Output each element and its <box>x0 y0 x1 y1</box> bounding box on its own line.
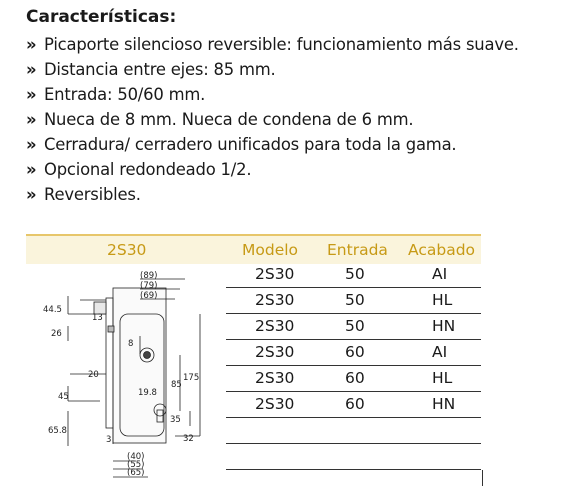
table-row-empty <box>226 444 481 470</box>
bullet-icon: » <box>26 35 37 54</box>
feature-item: » Opcional redondeado 1/2. <box>26 157 556 182</box>
bullet-icon: » <box>26 135 37 154</box>
features-title: Características: <box>26 7 177 27</box>
table-row: 2S30 60 HN <box>226 392 481 418</box>
dim-175: 175 <box>183 373 200 383</box>
bullet-icon: » <box>26 185 37 204</box>
dim-65-8: 65.8 <box>48 426 67 436</box>
features-section <box>26 6 556 207</box>
dim-89: (89) <box>140 271 158 281</box>
dim-65: (65) <box>127 468 145 478</box>
feature-item: » Nueca de 8 mm. Nueca de condena de 6 mm. <box>26 107 556 132</box>
dim-44-5: 44.5 <box>43 305 62 315</box>
feature-item: » Reversibles. <box>26 182 556 207</box>
table-row-empty <box>226 418 481 444</box>
product-label: 2S30 <box>107 241 147 259</box>
feature-item: » Cerradura/ cerradero unificados para toda la gama. <box>26 132 556 157</box>
dim-69: (69) <box>140 291 158 301</box>
table-end-tick <box>482 470 483 486</box>
dim-85: 85 <box>171 380 182 390</box>
table-row: 2S30 50 HL <box>226 288 481 314</box>
dim-32: 32 <box>183 434 194 444</box>
feature-item: » Distancia entre ejes: 85 mm. <box>26 57 556 82</box>
table-row: 2S30 60 HL <box>226 366 481 392</box>
table-row: 2S30 50 AI <box>226 262 481 288</box>
dim-35: 35 <box>170 415 181 425</box>
dim-26: 26 <box>51 329 62 339</box>
dim-13: 13 <box>92 313 103 323</box>
table-header <box>26 234 481 264</box>
dim-19-8: 19.8 <box>138 388 157 398</box>
features-list <box>26 32 556 207</box>
dim-20: 20 <box>88 370 99 380</box>
table-body <box>226 262 481 470</box>
table-row: 2S30 50 HN <box>226 314 481 340</box>
lock-technical-drawing <box>40 266 220 486</box>
dim-79: (79) <box>140 281 158 291</box>
header-entrada: Entrada <box>327 241 388 259</box>
feature-item: » Entrada: 50/60 mm. <box>26 82 556 107</box>
bullet-icon: » <box>26 110 37 129</box>
dim-45: 45 <box>58 392 69 402</box>
dim-3: 3 <box>106 435 112 445</box>
bullet-icon: » <box>26 160 37 179</box>
header-modelo: Modelo <box>242 241 299 259</box>
bullet-icon: » <box>26 60 37 79</box>
dim-55: (55) <box>127 460 145 470</box>
dim-8: 8 <box>128 339 134 349</box>
feature-item: » Picaporte silencioso reversible: funcionamiento más suave. <box>26 32 556 57</box>
header-acabado: Acabado <box>408 241 476 259</box>
dim-40: (40) <box>127 452 145 462</box>
bullet-icon: » <box>26 85 37 104</box>
table-row: 2S30 60 AI <box>226 340 481 366</box>
